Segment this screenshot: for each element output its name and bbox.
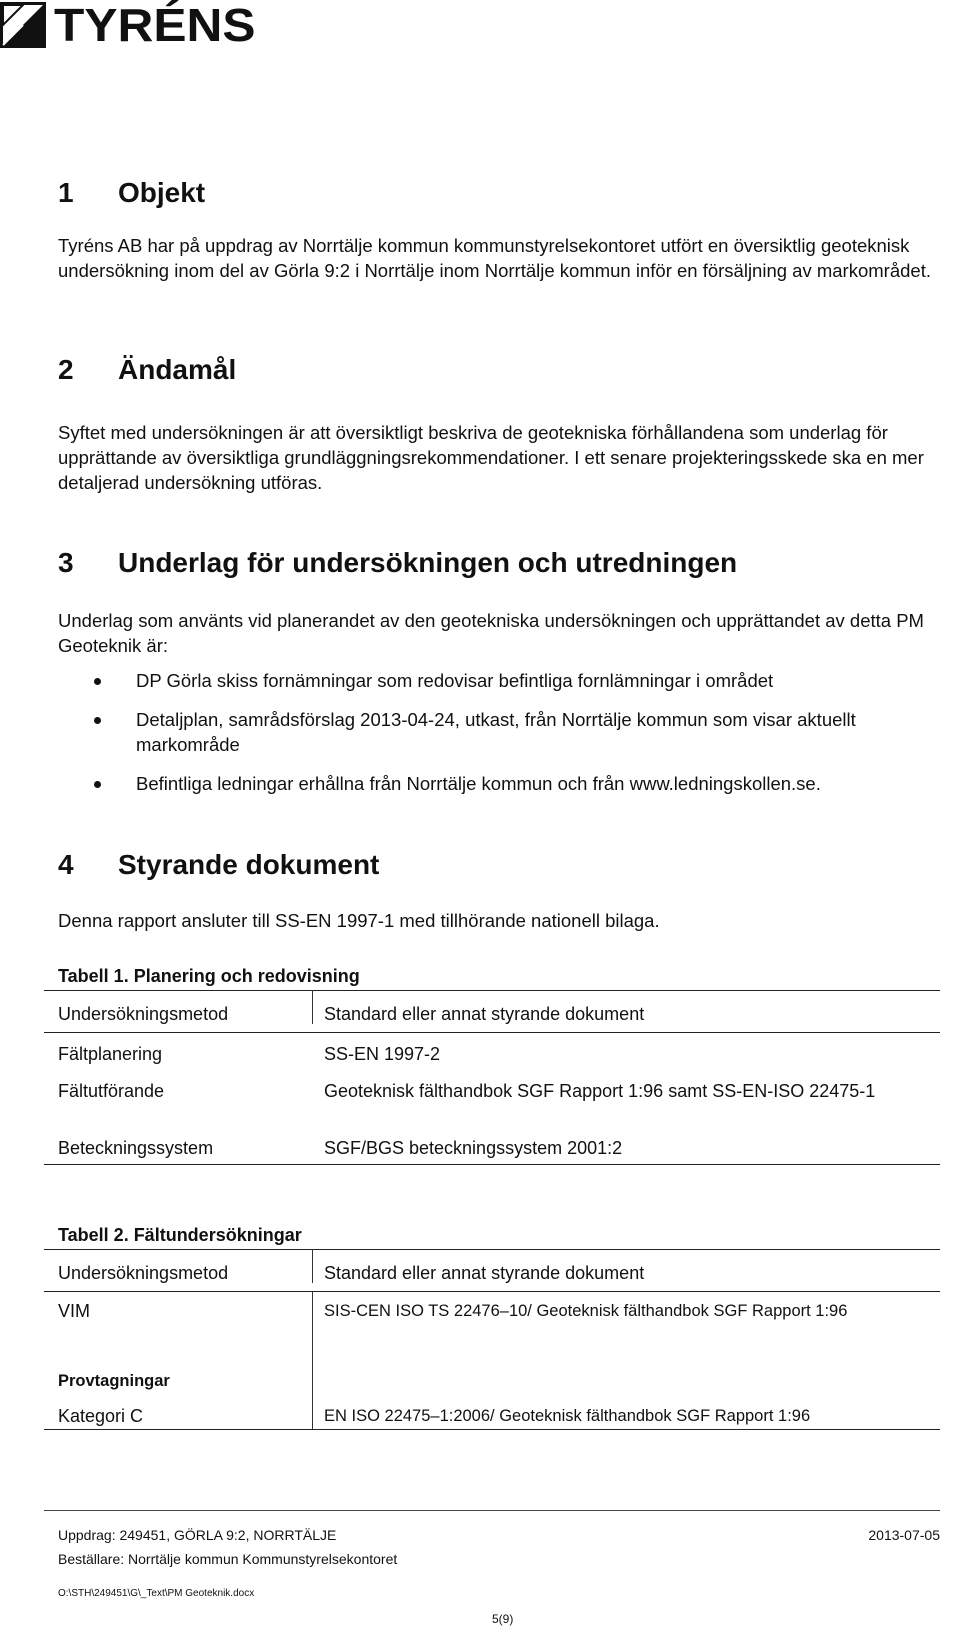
table-cell: Kategori C	[58, 1406, 144, 1426]
table-header-cell: Undersökningsmetod	[58, 1263, 229, 1283]
table-cell: Fältutförande	[58, 1081, 165, 1101]
column-divider	[312, 1291, 313, 1429]
section-heading-3	[58, 546, 737, 580]
table-2	[44, 1249, 940, 1429]
page-number: 5(9)	[492, 1612, 514, 1626]
table-1-caption: Tabell 1. Planering och redovisning	[58, 966, 360, 986]
footer-divider	[44, 1510, 940, 1511]
table-cell: Geoteknisk fälthandbok SGF Rapport 1:96 samt SS-EN-ISO 22475-1	[324, 1081, 876, 1101]
list-item: Befintliga ledningar erhållna från Norrtälje kommun och från www.ledningskollen.se.	[94, 771, 960, 796]
section-3-paragraph: Underlag som använts vid planerandet av den geotekniska undersökningen och upprättandet av detta PM Geoteknik är:	[58, 610, 924, 656]
section-1-paragraph: Tyréns AB har på uppdrag av Norrtälje kommun kommunstyrelsekontoret utfört en översiktlig geoteknisk undersökning inom del av Görla 9:2 i Norrtälje inom Norrtälje kommun inför en försäljning av markområdet.	[58, 235, 931, 281]
column-divider	[312, 990, 313, 1024]
section-number: 4	[58, 849, 74, 880]
section-title: Objekt	[118, 177, 206, 208]
table-2-caption: Tabell 2. Fältundersökningar	[58, 1225, 302, 1245]
table-cell: SS-EN 1997-2	[324, 1044, 441, 1064]
section-title: Underlag för undersökningen och utredningen	[118, 547, 738, 578]
section-number: 1	[58, 177, 74, 208]
column-divider	[312, 1249, 313, 1283]
logo-mark-icon	[0, 2, 46, 48]
footer-assignment: Uppdrag: 249451, GÖRLA 9:2, NORRTÄLJE	[58, 1527, 337, 1543]
table-rule	[44, 1032, 940, 1033]
table-cell: Beteckningssystem	[58, 1138, 214, 1158]
footer-date: 2013-07-05	[868, 1527, 940, 1543]
section-number: 3	[58, 547, 74, 578]
section-heading-1	[58, 176, 205, 210]
table-header-cell: Standard eller annat styrande dokument	[324, 1263, 645, 1283]
footer-client: Beställare: Norrtälje kommun Kommunstyrelsekontoret	[58, 1551, 398, 1567]
table-rule	[44, 1249, 940, 1250]
table-1	[44, 990, 940, 1170]
table-cell: SGF/BGS beteckningssystem 2001:2	[324, 1138, 623, 1158]
table-cell: VIM	[58, 1301, 91, 1321]
logo-text: TYRÉNS	[54, 0, 256, 51]
table-header-cell: Standard eller annat styrande dokument	[324, 1004, 645, 1024]
table-rule	[44, 1164, 940, 1165]
table-cell: SIS-CEN ISO TS 22476–10/ Geoteknisk fälthandbok SGF Rapport 1:96	[324, 1302, 848, 1320]
list-item: DP Görla skiss fornämningar som redovisar befintliga fornlämningar i området	[94, 668, 960, 693]
table-subheading: Provtagningar	[58, 1372, 170, 1390]
underlag-list	[94, 668, 960, 796]
table-cell: Fältplanering	[58, 1044, 163, 1064]
section-title: Styrande dokument	[118, 849, 380, 880]
table-cell: EN ISO 22475–1:2006/ Geoteknisk fälthandbok SGF Rapport 1:96	[324, 1407, 811, 1425]
company-logo	[0, 0, 256, 51]
table-rule	[44, 1429, 940, 1430]
section-title: Ändamål	[118, 354, 237, 385]
section-number: 2	[58, 354, 74, 385]
section-heading-2	[58, 353, 236, 387]
section-heading-4	[58, 848, 379, 882]
table-rule	[44, 990, 940, 991]
section-4-paragraph: Denna rapport ansluter till SS-EN 1997-1 med tillhörande nationell bilaga.	[58, 910, 660, 931]
table-rule	[44, 1291, 940, 1292]
section-2-paragraph: Syftet med undersökningen är att översiktligt beskriva de geotekniska förhållandena som underlag för upprättande av översiktliga grundläggningsrekommendationer. I ett senare projekteringsskede ska en mer detaljerad undersökning utföras.	[58, 422, 924, 493]
footer-filepath: O:\STH\249451\G\_Text\PM Geoteknik.docx	[58, 1588, 255, 1599]
table-header-cell: Undersökningsmetod	[58, 1004, 229, 1024]
list-item: Detaljplan, samrådsförslag 2013-04-24, utkast, från Norrtälje kommun som visar aktuellt markområde	[94, 707, 960, 757]
